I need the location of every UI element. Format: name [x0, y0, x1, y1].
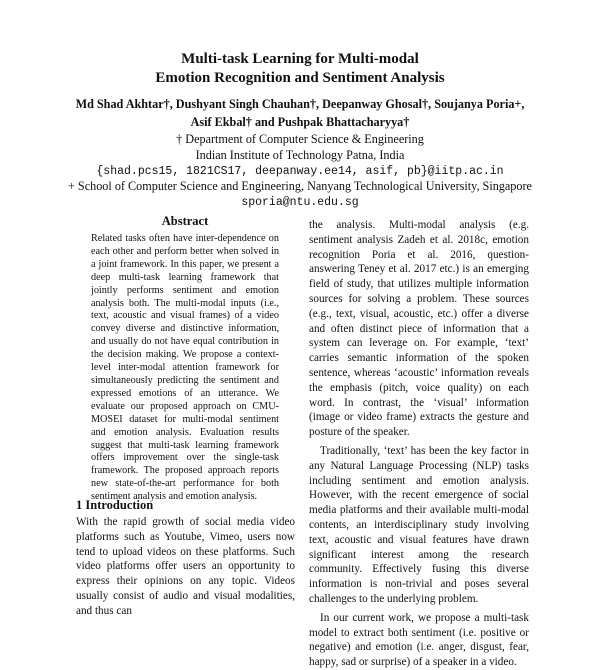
intro-paragraph-2: the analysis. Multi-modal analysis (e.g. sentiment analysis Zadeh et al. 2018c, emotion recognition Poria et al. 2016, question-answering Teney et al. 2017 etc.) is an emerging field of study, that utilizes multiple information sources for solving a problem. These sources (e.g., text, visual, acoustic, etc.) offer a diverse and often distinct piece of information that a system can leverage on. For example, ‘text’ carries semantic information of the spoken sentence, whereas ‘acoustic’ information reveals the emphasis (pitch, voice quality) on each word. In contrast, the ‘visual’ information (image or video frame) extracts the gesture and posture of the speaker. — [309, 219, 529, 439]
affiliation-school: + School of Computer Science and Engineering, Nanyang Technological University, Singapore — [68, 179, 532, 193]
left-column-text — [76, 515, 295, 619]
intro-paragraph-3: Traditionally, ‘text’ has been the key factor in any Natural Language Processing (NLP) tasks including sentiment and emotion analysis. However, with the recent emergence of social media platforms and their available multi-modal contents, an interdisciplinary study involving text, acoustic and visual features have drawn significant interest among the research community. Effectively fusing this diverse information is non-trivial and poses several challenges to the underlying problem. — [309, 444, 529, 605]
authors-line-1: Md Shad Akhtar†, Dushyant Singh Chauhan†, Deepanway Ghosal†, Soujanya Poria+, — [75, 97, 525, 111]
title-line-2: Emotion Recognition and Sentiment Analysis — [155, 70, 445, 86]
affiliation-institute: Indian Institute of Technology Patna, India — [195, 148, 405, 162]
intro-paragraph-4: In our current work, we propose a multi-task model to extract both sentiment (i.e. positive or negative) and emotion (i.e. anger, disgust, fear, happy, sad or surprise) of a speaker in a video. — [309, 611, 529, 669]
author-list — [0, 95, 600, 131]
right-column-text — [309, 218, 529, 670]
authors-line-2: Asif Ekbal† and Pushpak Bhattacharyya† — [190, 115, 410, 129]
abstract-body — [91, 233, 279, 504]
paper-title — [0, 50, 600, 88]
title-line-1: Multi-task Learning for Multi-modal — [181, 51, 419, 67]
section-heading-introduction: 1 Introduction — [76, 498, 154, 512]
abstract-heading: Abstract — [161, 214, 209, 228]
author-emails-iitp: {shad.pcs15, 1821CS17, deepanway.ee14, asif, pb}@iitp.ac.in — [96, 165, 504, 178]
affiliation-dept: † Department of Computer Science & Engineering — [176, 132, 424, 146]
abstract-text: Related tasks often have inter-dependence on each other and perform better when solved in a joint framework. In this paper, we present a deep multi-task learning framework that jointly performs sentiment and emotion analysis both. The multi-modal inputs (i.e., text, acoustic and visual frames) of a video convey diverse and distinctive information, and usually do not have equal contribution in the decision making. We propose a context-level inter-modal attention framework for simultaneously predicting the sentiment and expressed emotions of an utterance. We evaluate our proposed approach on CMU-MOSEI dataset for multi-modal sentiment and emotion analysis. Evaluation results suggest that multi-task learning framework offers improvement over the single-task framework. The proposed approach reports new state-of-the-art performance for both sentiment analysis and emotion analysis. — [91, 233, 279, 503]
author-email-ntu: sporia@ntu.edu.sg — [241, 196, 359, 209]
intro-paragraph-1: With the rapid growth of social media video platforms such as Youtube, Vimeo, users now tend to upload videos on these platforms. Such video platforms offer users an opportunity to express their opinions on any topic. Videos usually consist of audio and visual modalities, and thus can — [76, 516, 295, 617]
